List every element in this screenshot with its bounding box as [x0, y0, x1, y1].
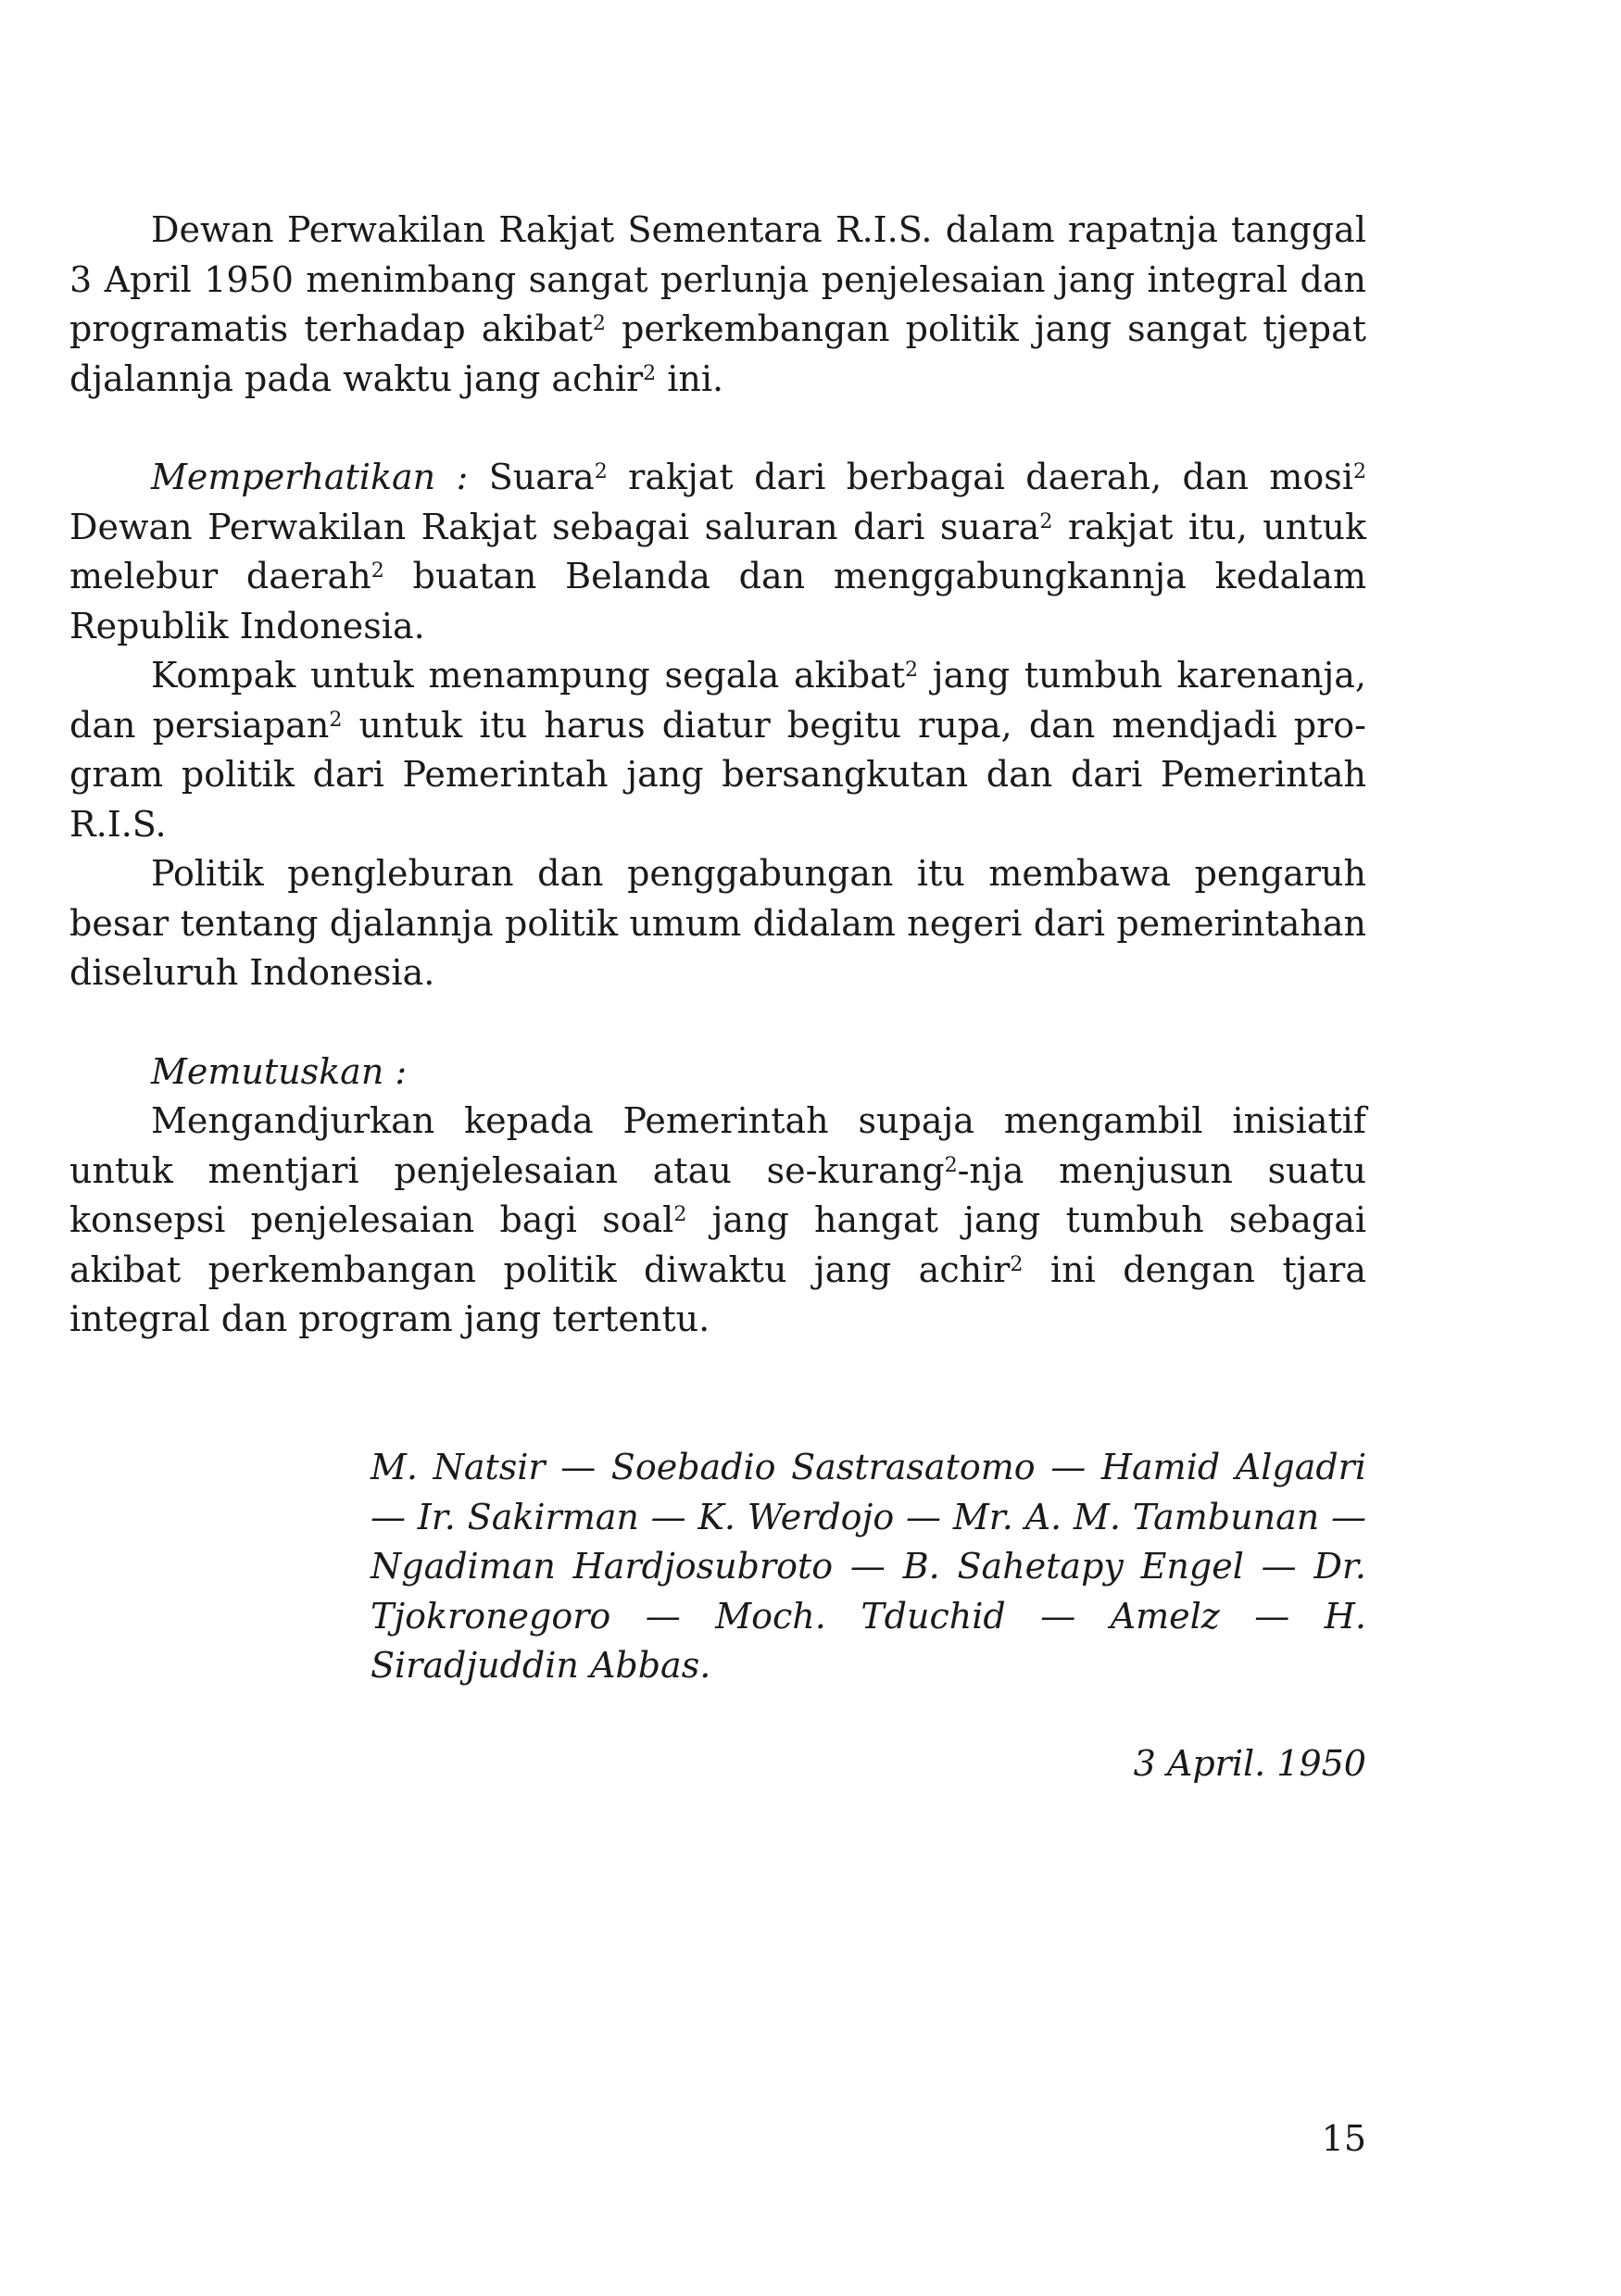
document-body — [69, 206, 1366, 1345]
paragraph-intro: Dewan Perwakilan Rakjat Sementara R.I.S. dalam rapatnja tanggal 3 April 1950 menimbang sangat perlunja penjelesaian jang integral dan programatis terhadap akibat$^2$ perkembangan politik jang sangat tjepat djalannja pada waktu jang achir$^2$ ini. — [69, 209, 1367, 399]
page-number: 15 — [1321, 2118, 1366, 2159]
memperhatikan-label: Memperhatikan : — [151, 457, 469, 497]
memutuskan-label: Memutuskan : — [151, 1050, 408, 1092]
document-date: 3 April. 1950 — [1133, 1743, 1366, 1784]
paragraph-kompak: Kompak untuk menampung segala akibat$^2$ jang tumbuh karenanja, dan persiapan$^2$ untuk itu harus diatur begitu rupa, dan mendjadi program politik dari Pemerintah jang bersangkutan dan dari Pemerintah R.I.S. — [69, 655, 1367, 845]
paragraph-decision: Mengandjurkan kepada Pemerintah supaja mengambil inisiatif untuk mentjari penjelesaian atau se-kurang$^2$-nja menjusun suatu konsepsi penjelesaian bagi soal$^2$ jang hangat jang tumbuh sebagai akibat perkembangan politik diwaktu jang achir$^2$ ini dengan tjara integral dan program jang tertentu. — [69, 1100, 1367, 1339]
paragraph-politik: Politik pengleburan dan penggabungan itu membawa pengaruh besar tentang djalannja politik umum didalam negeri dari pemerintahan diseluruh Indonesia. — [69, 853, 1366, 993]
signatories-list: M. Natsir — Soebadio Sastrasatomo — Hamid Algadri — Ir. Sakirman — K. Werdojo — Mr. A. M. Tambunan — Ngadiman Hardjosubroto — B. Sahetapy Engel — Dr. Tjokronegoro — Moch. Tduchid — Amelz — H. Siradjuddin Abbas. — [371, 1447, 1366, 1686]
paragraph-memperhatikan: Memperhatikan : Suara$^2$ rakjat dari berbagai daerah, dan mosi$^2$ Dewan Perwakilan Rakjat sebagai saluran dari suara$^2$ rakjat itu, untuk melebur daerah$^2$ buatan Belanda dan menggabungkannja kedalam Republik Indonesia. — [69, 457, 1366, 646]
